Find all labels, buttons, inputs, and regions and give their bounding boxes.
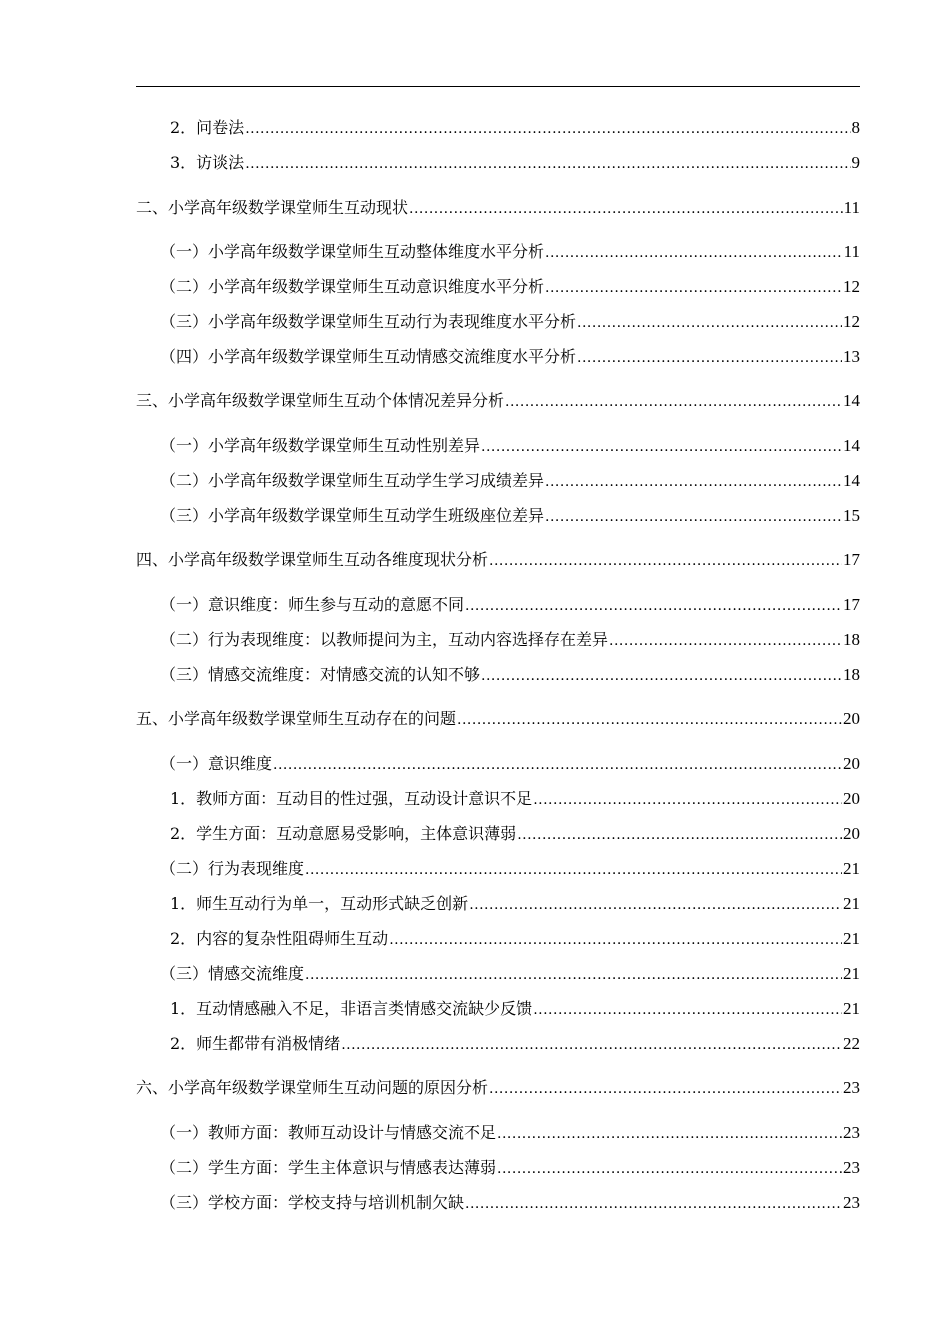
- toc-entry-page: 21: [843, 999, 860, 1018]
- toc-entry-title: 1．互动情感融入不足，非语言类情感交流缺少反馈: [170, 999, 533, 1018]
- toc-entry-title: 三、小学高年级数学课堂师生互动个体情况差异分析: [136, 391, 505, 410]
- dot-leader: [545, 471, 842, 493]
- toc-entry-title: 四、小学高年级数学课堂师生互动各维度现状分析: [136, 550, 489, 569]
- toc-entry-page: 18: [843, 665, 860, 684]
- dot-leader: [245, 118, 850, 140]
- toc-entry-page: 17: [843, 550, 860, 569]
- toc-section-6-3[interactable]: [160, 1192, 860, 1214]
- dot-leader: [469, 894, 842, 916]
- toc-section-5-2[interactable]: [160, 858, 860, 880]
- toc-subsection-5-3-2[interactable]: [170, 1033, 860, 1055]
- toc-entry-page: 12: [843, 277, 860, 296]
- dot-leader: [545, 506, 842, 528]
- toc-entry-title: （三）情感交流维度: [160, 964, 305, 983]
- toc-entry-title: 2．师生都带有消极情绪: [170, 1034, 341, 1053]
- toc-section-4-3[interactable]: [160, 664, 860, 686]
- toc-entry-page: 11: [843, 242, 860, 261]
- toc-entry-title: 六、小学高年级数学课堂师生互动问题的原因分析: [136, 1078, 489, 1097]
- toc-entry-page: 23: [843, 1158, 860, 1177]
- dot-leader: [273, 754, 842, 776]
- toc-subsection-5-1-1[interactable]: [170, 788, 860, 810]
- toc-entry-title: （一）教师方面：教师互动设计与情感交流不足: [160, 1123, 497, 1142]
- dot-leader: [609, 630, 842, 652]
- toc-section-2-1[interactable]: [160, 241, 860, 263]
- dot-leader: [489, 1078, 842, 1100]
- toc-entry-title: （三）学校方面：学校支持与培训机制欠缺: [160, 1193, 465, 1212]
- toc-chapter-6[interactable]: [136, 1077, 860, 1099]
- toc-entry-title: （四）小学高年级数学课堂师生互动情感交流维度水平分析: [160, 347, 577, 366]
- toc-entry-title: 3．访谈法: [170, 153, 245, 172]
- dot-leader: [489, 550, 842, 572]
- dot-leader: [245, 153, 850, 175]
- dot-leader: [505, 391, 842, 413]
- toc-entry-page: 23: [843, 1078, 860, 1097]
- toc-entry-title: （一）意识维度: [160, 754, 273, 773]
- toc-entry-title: （二）小学高年级数学课堂师生互动意识维度水平分析: [160, 277, 545, 296]
- toc-entry-page: 14: [843, 436, 860, 455]
- dot-leader: [545, 242, 843, 264]
- toc-section-6-2[interactable]: [160, 1157, 860, 1179]
- toc-entry-page: 9: [851, 153, 860, 172]
- toc-entry-page: 13: [843, 347, 860, 366]
- toc-section-4-2[interactable]: [160, 629, 860, 651]
- toc-entry-page: 21: [843, 964, 860, 983]
- toc-entry-page: 21: [843, 929, 860, 948]
- dot-leader: [533, 999, 842, 1021]
- dot-leader: [305, 964, 842, 986]
- toc-entry-title: （一）意识维度：师生参与互动的意愿不同: [160, 595, 465, 614]
- toc-entry-title: 2．学生方面：互动意愿易受影响，主体意识薄弱: [170, 824, 517, 843]
- toc-section-5-3[interactable]: [160, 963, 860, 985]
- toc-section-5-1[interactable]: [160, 753, 860, 775]
- toc-entry-title: 二、小学高年级数学课堂师生互动现状: [136, 198, 409, 217]
- toc-entry-questionnaire[interactable]: [170, 117, 860, 139]
- dot-leader: [577, 347, 842, 369]
- toc-entry-page: 20: [843, 824, 860, 843]
- toc-entry-title: （二）学生方面：学生主体意识与情感表达薄弱: [160, 1158, 497, 1177]
- toc-entry-title: （一）小学高年级数学课堂师生互动整体维度水平分析: [160, 242, 545, 261]
- toc-chapter-4[interactable]: [136, 549, 860, 571]
- toc-section-2-4[interactable]: [160, 346, 860, 368]
- toc-subsection-5-3-1[interactable]: [170, 998, 860, 1020]
- toc-entry-page: 17: [843, 595, 860, 614]
- dot-leader: [533, 789, 842, 811]
- toc-section-2-2[interactable]: [160, 276, 860, 298]
- toc-entry-title: （二）小学高年级数学课堂师生互动学生学习成绩差异: [160, 471, 545, 490]
- dot-leader: [577, 312, 842, 334]
- toc-entry-title: （三）小学高年级数学课堂师生互动学生班级座位差异: [160, 506, 545, 525]
- dot-leader: [481, 436, 842, 458]
- toc-entry-page: 15: [843, 506, 860, 525]
- dot-leader: [497, 1158, 842, 1180]
- toc-entry-page: 18: [843, 630, 860, 649]
- toc-entry-title: 1．教师方面：互动目的性过强，互动设计意识不足: [170, 789, 533, 808]
- toc-chapter-3[interactable]: [136, 390, 860, 412]
- toc-chapter-2[interactable]: [136, 197, 860, 219]
- toc-entry-title: 2．问卷法: [170, 118, 245, 137]
- toc-entry-page: 12: [843, 312, 860, 331]
- dot-leader: [481, 665, 842, 687]
- toc-entry-title: 1．师生互动行为单一，互动形式缺乏创新: [170, 894, 469, 913]
- dot-leader: [389, 929, 842, 951]
- toc-section-6-1[interactable]: [160, 1122, 860, 1144]
- toc-subsection-5-2-2[interactable]: [170, 928, 860, 950]
- toc-subsection-5-2-1[interactable]: [170, 893, 860, 915]
- toc-entry-page: 20: [843, 754, 860, 773]
- toc-entry-title: 五、小学高年级数学课堂师生互动存在的问题: [136, 709, 457, 728]
- dot-leader: [517, 824, 842, 846]
- toc-entry-page: 22: [843, 1034, 860, 1053]
- dot-leader: [465, 595, 842, 617]
- toc-entry-page: 23: [843, 1123, 860, 1142]
- toc-entry-page: 21: [843, 859, 860, 878]
- toc-entry-page: 21: [843, 894, 860, 913]
- dot-leader: [465, 1193, 842, 1215]
- toc-entry-title: （二）行为表现维度: [160, 859, 305, 878]
- toc-section-3-1[interactable]: [160, 435, 860, 457]
- dot-leader: [409, 198, 843, 220]
- toc-entry-page: 8: [851, 118, 860, 137]
- toc-entry-page: 20: [843, 709, 860, 728]
- toc-entry-page: 11: [843, 198, 860, 217]
- toc-section-3-3[interactable]: [160, 505, 860, 527]
- dot-leader: [545, 277, 842, 299]
- toc-chapter-5[interactable]: [136, 708, 860, 730]
- toc-section-2-3[interactable]: [160, 311, 860, 333]
- toc-section-4-1[interactable]: [160, 594, 860, 616]
- dot-leader: [457, 709, 842, 731]
- toc-subsection-5-1-2[interactable]: [170, 823, 860, 845]
- toc-entry-page: 20: [843, 789, 860, 808]
- dot-leader: [497, 1123, 842, 1145]
- toc-entry-page: 14: [843, 391, 860, 410]
- toc-entry-title: （三）小学高年级数学课堂师生互动行为表现维度水平分析: [160, 312, 577, 331]
- toc-entry-title: （一）小学高年级数学课堂师生互动性别差异: [160, 436, 481, 455]
- toc-entry-title: （二）行为表现维度：以教师提问为主，互动内容选择存在差异: [160, 630, 609, 649]
- toc-entry-page: 14: [843, 471, 860, 490]
- toc-entry-interview[interactable]: [170, 152, 860, 174]
- toc-entry-page: 23: [843, 1193, 860, 1212]
- toc-section-3-2[interactable]: [160, 470, 860, 492]
- dot-leader: [341, 1034, 842, 1056]
- toc-entry-title: 2．内容的复杂性阻碍师生互动: [170, 929, 389, 948]
- dot-leader: [305, 859, 842, 881]
- toc-entry-title: （三）情感交流维度：对情感交流的认知不够: [160, 665, 481, 684]
